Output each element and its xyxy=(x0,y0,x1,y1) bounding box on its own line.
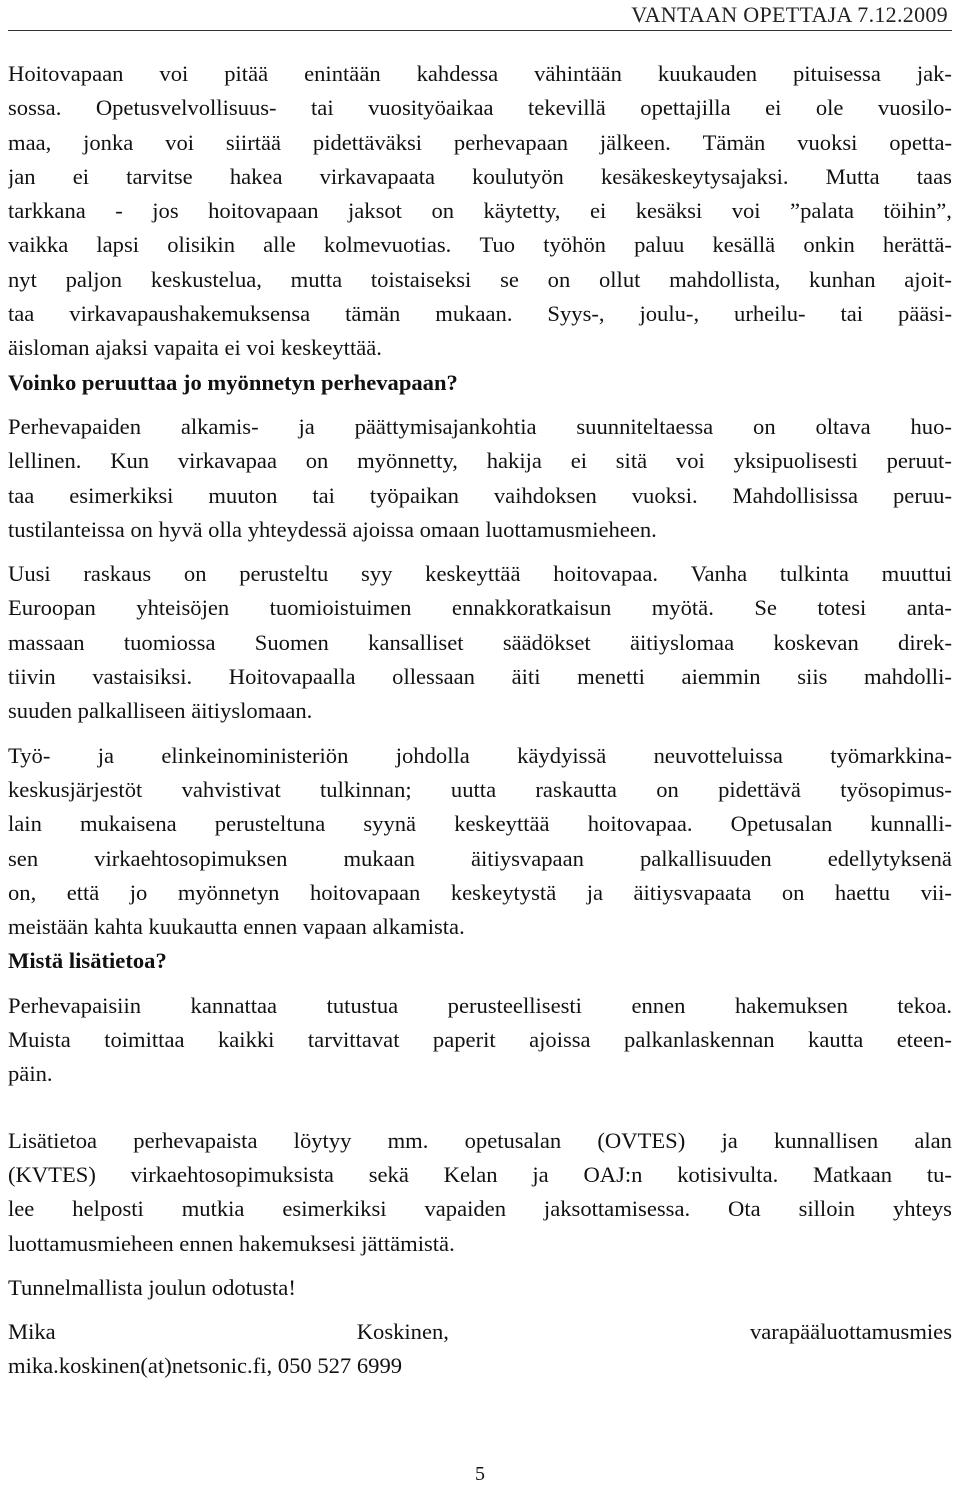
text-line: taa esimerkiksi muuton tai työpaikan vaihdoksen vuoksi. Mahdollisissa peruu- xyxy=(8,482,952,508)
text-line: Lisätietoa perhevapaista löytyy mm. opetusalan (OVTES) ja kunnallisen alan xyxy=(8,1127,952,1153)
text-line: Mika Koskinen, varapääluottamusmies xyxy=(8,1319,952,1345)
text-line: sossa. Opetusvelvollisuus- tai vuosityöaikaa tekevillä opettajilla ei ole vuosilo- xyxy=(8,95,952,121)
text-line: Euroopan yhteisöjen tuomioistuimen ennakkoratkaisun myötä. Se totesi anta- xyxy=(8,595,952,621)
paragraph xyxy=(8,1315,952,1384)
article-body xyxy=(8,57,952,1384)
text-line: vaikka lapsi olisikin alle kolmevuotias. Tuo työhön paluu kesällä onkin herättä- xyxy=(8,232,952,258)
paragraph xyxy=(8,1124,952,1261)
text-line: Tunnelmallista joulun odotusta! xyxy=(8,1274,296,1300)
text-line: luottamusmieheen ennen hakemuksesi jättämistä. xyxy=(8,1230,455,1256)
text-line: jan ei tarvitse hakea virkavapaata koulutyön kesäkeskeytysajaksi. Mutta taas xyxy=(8,163,952,189)
text-line: lellinen. Kun virkavapaa on myönnetty, hakija ei sitä voi yksipuolisesti peruut- xyxy=(8,448,952,474)
text-line: keskusjärjestöt vahvistivat tulkinnan; uutta raskautta on pidettävä työsopimus- xyxy=(8,776,952,802)
paragraph xyxy=(8,989,952,1092)
text-line: meistään kahta kuukautta ennen vapaan alkamista. xyxy=(8,914,465,940)
text-line: tarkkana - jos hoitovapaan jaksot on käytetty, ei kesäksi voi ”palata töihin”, xyxy=(8,198,952,224)
section-heading: Voinko peruuttaa jo myönnetyn perhevapaan? xyxy=(8,369,458,395)
paragraph xyxy=(8,739,952,945)
text-line: tustilanteissa on hyvä olla yhteydessä ajoissa omaan luottamusmieheen. xyxy=(8,516,657,542)
text-line: massaan tuomiossa Suomen kansalliset säädökset äitiyslomaa koskevan direk- xyxy=(8,629,952,655)
text-line: mika.koskinen(at)netsonic.fi, 050 527 6999 xyxy=(8,1353,403,1379)
paragraph xyxy=(8,410,952,547)
text-line: nyt paljon keskustelua, mutta toistaiseksi se on ollut mahdollista, kunhan ajoit- xyxy=(8,266,952,292)
paragraph xyxy=(8,557,952,728)
text-line: Perhevapaiden alkamis- ja päättymisajankohtia suunniteltaessa on oltava huo- xyxy=(8,413,952,439)
running-header: VANTAAN OPETTAJA 7.12.2009 xyxy=(631,2,948,27)
text-line: (KVTES) virkaehtosopimuksista sekä Kelan ja OAJ:n kotisivulta. Matkaan tu- xyxy=(8,1161,952,1187)
text-line: taa virkavapaushakemuksensa tämän mukaan. Syys-, joulu-, urheilu- tai pääsi- xyxy=(8,301,952,327)
text-line: Työ- ja elinkeinoministeriön johdolla käydyissä neuvotteluissa työmarkkina- xyxy=(8,742,952,768)
page-number: 5 xyxy=(475,1463,485,1485)
text-line: sen virkaehtosopimuksen mukaan äitiysvapaan palkallisuuden edellytyksenä xyxy=(8,845,952,871)
paragraph xyxy=(8,1271,952,1305)
paragraph xyxy=(8,57,952,366)
text-line: Uusi raskaus on perusteltu syy keskeyttää hoitovapaa. Vanha tulkinta muuttui xyxy=(8,561,952,587)
text-line: päin. xyxy=(8,1061,53,1087)
text-line: Muista toimittaa kaikki tarvittavat paperit ajoissa palkanlaskennan kautta eteen- xyxy=(8,1027,952,1053)
text-line: lee helposti mutkia esimerkiksi vapaiden jaksottamisessa. Ota silloin yhteys xyxy=(8,1196,952,1222)
header-rule xyxy=(8,30,952,31)
text-line: suuden palkalliseen äitiyslomaan. xyxy=(8,698,313,724)
text-line: lain mukaisena perusteltuna syynä keskeyttää hoitovapaa. Opetusalan kunnalli- xyxy=(8,811,952,837)
text-line: on, että jo myönnetyn hoitovapaan keskeytystä ja äitiysvapaata on haettu vii- xyxy=(8,879,952,905)
text-line: äisloman ajaksi vapaita ei voi keskeyttää. xyxy=(8,335,382,361)
text-line: Perhevapaisiin kannattaa tutustua perusteellisesti ennen hakemuksen tekoa. xyxy=(8,992,952,1018)
text-line: Hoitovapaan voi pitää enintään kahdessa vähintään kuukauden pituisessa jak- xyxy=(8,61,952,86)
section-heading: Mistä lisätietoa? xyxy=(8,948,167,974)
text-line: maa, jonka voi siirtää pidettäväksi perhevapaan jälkeen. Tämän vuoksi opetta- xyxy=(8,129,952,155)
text-line: tiivin vastaisiksi. Hoitovapaalla ollessaan äiti menetti aiemmin siis mahdolli- xyxy=(8,664,952,690)
